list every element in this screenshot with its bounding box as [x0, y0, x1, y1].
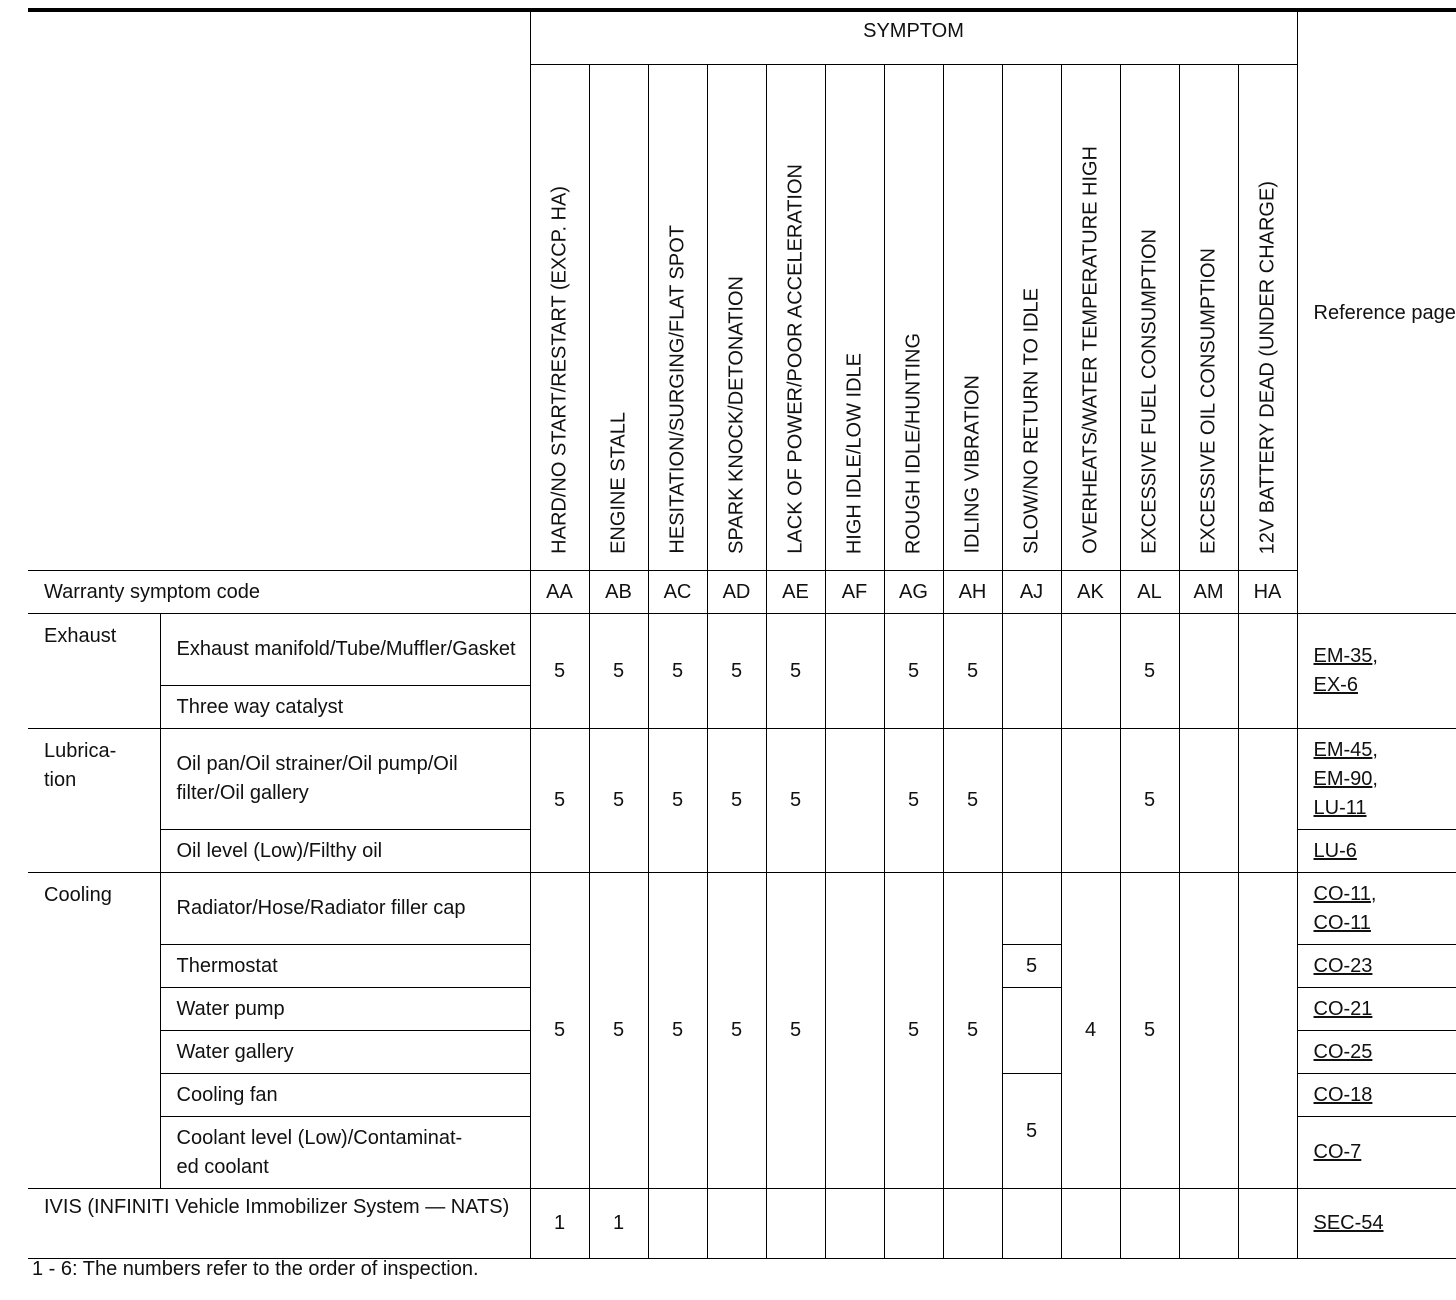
symptom-col-header: EXCESSIVE OIL CONSUMPTION: [1179, 65, 1238, 571]
value-cell: [825, 729, 884, 873]
item-water-gallery: Water gallery: [160, 1031, 530, 1074]
value-cell: [825, 873, 884, 1189]
value-cell: [1002, 729, 1061, 873]
item-thermostat: Thermostat: [160, 945, 530, 988]
reference-link[interactable]: CO-7: [1313, 1141, 1362, 1163]
reference-page-header: Reference page: [1297, 10, 1456, 614]
value-cell: [1061, 729, 1120, 873]
value-cell: 5: [1002, 945, 1061, 988]
reference-link[interactable]: LU-6: [1313, 839, 1357, 862]
value-cell: 5: [1120, 614, 1179, 729]
value-cell: 5: [530, 873, 589, 1189]
warranty-code: AG: [884, 571, 943, 614]
value-cell: [1179, 873, 1238, 1189]
header-blank: [28, 10, 530, 571]
value-cell: 5: [1120, 873, 1179, 1189]
reference-water-gallery: [1297, 1031, 1456, 1074]
reference-link[interactable]: CO-11: [1313, 911, 1371, 934]
value-cell: 5: [707, 614, 766, 729]
item-oil-level: Oil level (Low)/Filthy oil: [160, 830, 530, 873]
value-cell: 1: [530, 1189, 589, 1259]
item-coolant-level: Coolant level (Low)/Contaminat- ed coolant: [160, 1117, 530, 1189]
warranty-code: AL: [1120, 571, 1179, 614]
warranty-code: AH: [943, 571, 1002, 614]
reference-cooling-fan: [1297, 1074, 1456, 1117]
value-cell: 5: [1002, 1074, 1061, 1189]
value-cell: [825, 1189, 884, 1259]
value-cell: 5: [943, 873, 1002, 1189]
value-cell: 5: [884, 729, 943, 873]
value-cell: 5: [884, 614, 943, 729]
warranty-code: AK: [1061, 571, 1120, 614]
value-cell: [1179, 1189, 1238, 1259]
symptom-col-header: HARD/NO START/RESTART (EXCP. HA): [530, 65, 589, 571]
category-exhaust: Exhaust: [28, 614, 160, 729]
reference-exhaust: EM-35, EX-6: [1297, 614, 1456, 729]
value-cell: 5: [648, 729, 707, 873]
reference-thermostat: [1297, 945, 1456, 988]
value-cell: [1179, 614, 1238, 729]
symptom-col-header: HIGH IDLE/LOW IDLE: [825, 65, 884, 571]
footnote: 1 - 6: The numbers refer to the order of inspection.: [32, 1258, 479, 1280]
warranty-code: AA: [530, 571, 589, 614]
symptom-col-header: 12V BATTERY DEAD (UNDER CHARGE): [1238, 65, 1297, 571]
item-exhaust-manifold: Exhaust manifold/Tube/Muffler/Gasket: [160, 614, 530, 686]
reference-link[interactable]: SEC-54: [1313, 1212, 1384, 1234]
warranty-code: AC: [648, 571, 707, 614]
reference-link[interactable]: CO-25: [1313, 1040, 1373, 1063]
warranty-code: AM: [1179, 571, 1238, 614]
value-cell: [1238, 1189, 1297, 1259]
reference-link[interactable]: CO-23: [1313, 954, 1373, 977]
value-cell: [1061, 614, 1120, 729]
reference-link[interactable]: EM-45: [1313, 738, 1373, 761]
reference-link[interactable]: EM-90: [1313, 767, 1373, 790]
reference-lubrication: EM-45, EM-90, LU-11: [1297, 729, 1456, 830]
value-cell: 5: [766, 614, 825, 729]
warranty-code: HA: [1238, 571, 1297, 614]
value-cell: [1061, 1189, 1120, 1259]
warranty-code: AD: [707, 571, 766, 614]
category-lubrication: Lubrica- tion: [28, 729, 160, 873]
value-cell: 1: [589, 1189, 648, 1259]
symptom-col-header: ROUGH IDLE/HUNTING: [884, 65, 943, 571]
reference-link[interactable]: EM-35: [1313, 645, 1373, 667]
value-cell: 5: [766, 873, 825, 1189]
reference-link[interactable]: CO-21: [1313, 997, 1373, 1020]
value-cell: [648, 1189, 707, 1259]
value-cell: [1238, 873, 1297, 1189]
value-cell: [1002, 1189, 1061, 1259]
category-cooling: Cooling: [28, 873, 160, 1189]
symptom-col-header: SPARK KNOCK/DETONATION: [707, 65, 766, 571]
warranty-code: AE: [766, 571, 825, 614]
value-cell: 5: [943, 729, 1002, 873]
item-radiator: Radiator/Hose/Radiator filler cap: [160, 873, 530, 945]
value-cell: [1238, 729, 1297, 873]
value-cell: [1179, 729, 1238, 873]
value-cell: 5: [648, 614, 707, 729]
reference-link[interactable]: EX-6: [1313, 674, 1358, 696]
reference-ivis: [1297, 1189, 1456, 1259]
value-cell: 5: [589, 614, 648, 729]
item-cooling-fan: Cooling fan: [160, 1074, 530, 1117]
symptom-col-header: ENGINE STALL: [589, 65, 648, 571]
value-cell: 5: [530, 729, 589, 873]
item-three-way-catalyst: Three way catalyst: [160, 686, 530, 729]
value-cell: 5: [589, 873, 648, 1189]
reference-radiator: CO-11, CO-11: [1297, 873, 1456, 945]
symptom-col-header: LACK OF POWER/POOR ACCELERATION: [766, 65, 825, 571]
reference-coolant-level: [1297, 1117, 1456, 1189]
reference-link[interactable]: CO-11: [1313, 882, 1371, 905]
value-cell: 5: [648, 873, 707, 1189]
warranty-code: AF: [825, 571, 884, 614]
symptom-col-header: EXCESSIVE FUEL CONSUMPTION: [1120, 65, 1179, 571]
category-ivis: IVIS (INFINITI Vehicle Immobilizer System — NATS): [28, 1189, 530, 1259]
value-cell: 5: [1120, 729, 1179, 873]
symptom-col-header: OVERHEATS/WATER TEMPERATURE HIGH: [1061, 65, 1120, 571]
reference-water-pump: [1297, 988, 1456, 1031]
value-cell: [1002, 614, 1061, 729]
value-cell: [707, 1189, 766, 1259]
value-cell: [1120, 1189, 1179, 1259]
warranty-code-label: Warranty symptom code: [28, 571, 530, 614]
value-cell: 5: [530, 614, 589, 729]
value-cell: [884, 1189, 943, 1259]
symptom-matrix-table: [28, 8, 1456, 1259]
item-oil-pan: Oil pan/Oil strainer/Oil pump/Oil filter/Oil gallery: [160, 729, 530, 830]
value-cell: 5: [766, 729, 825, 873]
item-water-pump: Water pump: [160, 988, 530, 1031]
value-cell: [766, 1189, 825, 1259]
value-cell: [1238, 614, 1297, 729]
symptom-col-header: HESITATION/SURGING/FLAT SPOT: [648, 65, 707, 571]
value-cell: 5: [707, 729, 766, 873]
symptom-col-header: IDLING VIBRATION: [943, 65, 1002, 571]
value-cell: [1002, 988, 1061, 1074]
warranty-code: AJ: [1002, 571, 1061, 614]
value-cell: 5: [884, 873, 943, 1189]
reference-link[interactable]: LU-11: [1313, 796, 1367, 819]
reference-oil-level: [1297, 830, 1456, 873]
value-cell: 5: [589, 729, 648, 873]
symptom-title: SYMPTOM: [530, 10, 1297, 65]
value-cell: [943, 1189, 1002, 1259]
reference-link[interactable]: CO-18: [1313, 1083, 1373, 1106]
value-cell: [1002, 873, 1061, 945]
value-cell: 4: [1061, 873, 1120, 1189]
value-cell: [825, 614, 884, 729]
warranty-code: AB: [589, 571, 648, 614]
value-cell: 5: [943, 614, 1002, 729]
value-cell: 5: [707, 873, 766, 1189]
symptom-col-header: SLOW/NO RETURN TO IDLE: [1002, 65, 1061, 571]
